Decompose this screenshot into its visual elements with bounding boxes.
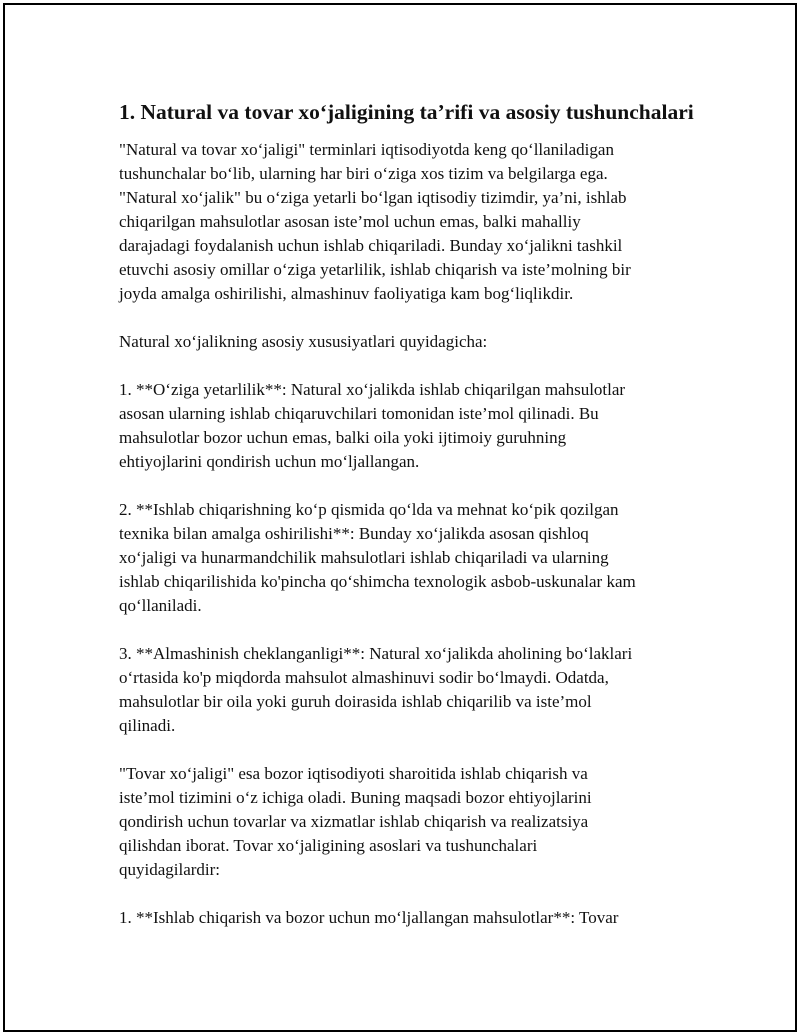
text-line: etuvchi asosiy omillar o‘ziga yetarlilik, ishlab chiqarish va iste’molning bir bbox=[119, 260, 631, 279]
document-body bbox=[119, 97, 704, 954]
text-line: xo‘jaligi va hunarmandchilik mahsulotlari ishlab chiqariladi va ularning bbox=[119, 548, 609, 567]
text-line: "Natural xo‘jalik" bu o‘ziga yetarli bo‘lgan iqtisodiy tizimdir, ya’ni, ishlab bbox=[119, 188, 627, 207]
text-line: 3. **Almashinish cheklanganligi**: Natural xo‘jalikda aholining bo‘laklari bbox=[119, 644, 633, 663]
section-title: 1. Natural va tovar xo‘jaligining ta’rifi va asosiy tushunchalari bbox=[119, 100, 694, 124]
paragraph-natural-features-heading bbox=[119, 330, 704, 354]
text-line: "Natural va tovar xo‘jaligi" terminlari iqtisodiyotda keng qo‘llaniladigan bbox=[119, 140, 614, 159]
text-line: 1. **O‘ziga yetarlilik**: Natural xo‘jalikda ishlab chiqarilgan mahsulotlar bbox=[119, 380, 626, 399]
text-line: asosan ularning ishlab chiqaruvchilari tomonidan iste’mol qilinadi. Bu bbox=[119, 404, 599, 423]
text-line: 1. **Ishlab chiqarish va bozor uchun mo‘ljallangan mahsulotlar**: Tovar bbox=[119, 908, 619, 927]
list-item-natural-1 bbox=[119, 378, 704, 474]
page-frame bbox=[3, 3, 797, 1032]
text-line: mahsulotlar bir oila yoki guruh doirasida ishlab chiqarilib va iste’mol bbox=[119, 692, 592, 711]
text-line: qilinadi. bbox=[119, 716, 176, 735]
text-line: Natural xo‘jalikning asosiy xususiyatlari quyidagicha: bbox=[119, 332, 488, 351]
text-line: qilishdan iborat. Tovar xo‘jaligining asoslari va tushunchalari bbox=[119, 836, 538, 855]
text-line: 2. **Ishlab chiqarishning ko‘p qismida qo‘lda va mehnat ko‘pik qozilgan bbox=[119, 500, 619, 519]
text-line: chiqarilgan mahsulotlar asosan iste’mol uchun emas, balki mahalliy bbox=[119, 212, 581, 231]
text-line: iste’mol tizimini o‘z ichiga oladi. Buning maqsadi bozor ehtiyojlarini bbox=[119, 788, 592, 807]
paragraph-intro bbox=[119, 138, 704, 306]
list-item-natural-3 bbox=[119, 642, 704, 738]
text-line: darajadagi foydalanish uchun ishlab chiqariladi. Bunday xo‘jalikni tashkil bbox=[119, 236, 623, 255]
list-item-tovar-1 bbox=[119, 906, 704, 930]
text-line: mahsulotlar bozor uchun emas, balki oila yoki ijtimoiy guruhning bbox=[119, 428, 567, 447]
text-line: o‘rtasida ko'p miqdorda mahsulot almashinuvi sodir bo‘lmaydi. Odatda, bbox=[119, 668, 609, 687]
text-line: quyidagilardir: bbox=[119, 860, 221, 879]
text-line: ehtiyojlarini qondirish uchun mo‘ljallangan. bbox=[119, 452, 420, 471]
text-line: tushunchalar bo‘lib, ularning har biri o‘ziga xos tizim va belgilarga ega. bbox=[119, 164, 608, 183]
text-line: qondirish uchun tovarlar va xizmatlar ishlab chiqarish va realizatsiya bbox=[119, 812, 589, 831]
text-line: "Tovar xo‘jaligi" esa bozor iqtisodiyoti sharoitida ishlab chiqarish va bbox=[119, 764, 588, 783]
paragraph-tovar-intro bbox=[119, 762, 704, 882]
text-line: ishlab chiqarilishida ko'pincha qo‘shimcha texnologik asbob-uskunalar kam bbox=[119, 572, 636, 591]
text-line: joyda amalga oshirilishi, almashinuv faoliyatiga kam bog‘liqlikdir. bbox=[119, 284, 574, 303]
text-line: qo‘llaniladi. bbox=[119, 596, 202, 615]
text-line: texnika bilan amalga oshirilishi**: Bunday xo‘jalikda asosan qishloq bbox=[119, 524, 589, 543]
list-item-natural-2 bbox=[119, 498, 704, 618]
